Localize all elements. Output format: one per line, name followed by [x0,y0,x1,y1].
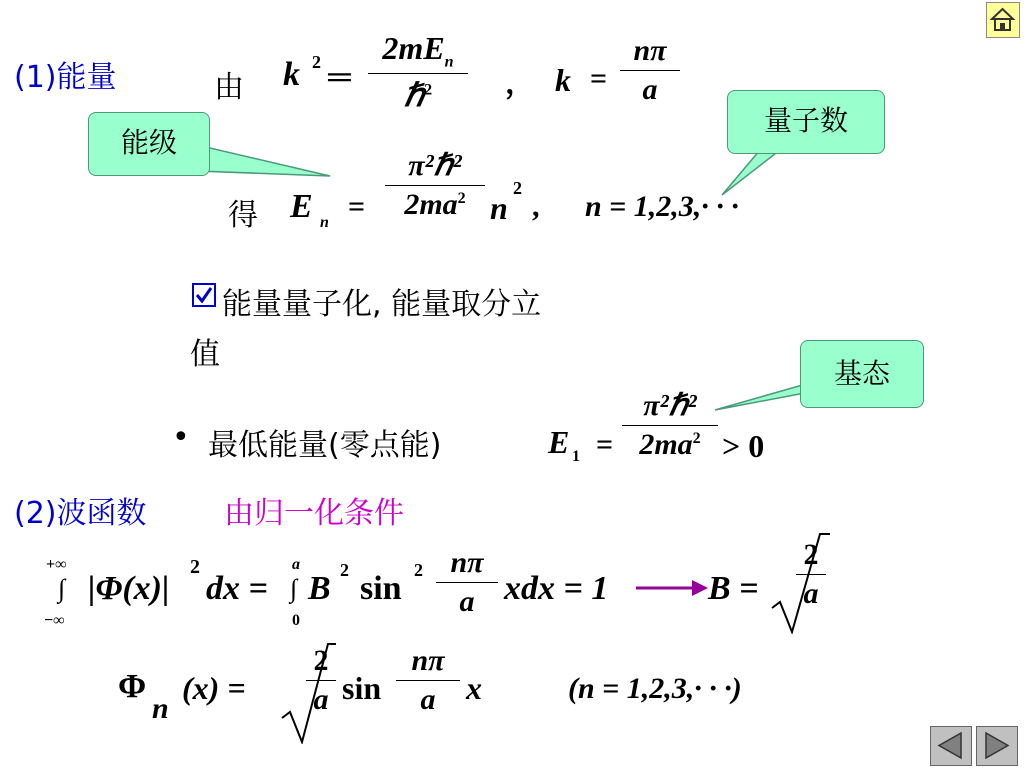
wave-fraction-bar [396,680,460,681]
quantization-statement [222,280,541,330]
modulus-exponent: 2 [190,556,200,578]
wave-fraction-numerator: nπ [411,644,445,677]
de-char: 得 [228,198,258,233]
k-fraction-numerator: nπ [633,34,667,67]
integral-sign-2: ∫ [290,574,298,603]
norm-fraction-bar [436,582,498,583]
callout-quantum-number: 量子数 [727,90,885,154]
denominator-exponent: 2 [424,81,433,99]
phi-subscript: n [152,692,169,725]
greater-than-zero: > 0 [722,428,765,464]
callout-energy-level: 能级 [88,112,210,176]
b-exponent: 2 [340,560,349,580]
wave-sqrt-bar [306,680,336,681]
numerator-subscript: n [444,53,454,71]
n-exponent: 2 [513,178,522,198]
wave-fraction [396,644,460,717]
wave-fraction-denominator: a [420,683,436,716]
k-fraction-denominator: a [642,73,658,106]
ground-bar [622,425,718,426]
n-condition: n = 1,2,3,· · · [585,190,739,223]
dx-equals: dx = [206,570,268,607]
b-sqrt-bar [796,574,826,575]
energy-level-den-exponent: 2 [457,190,466,207]
wave-sin: sin [342,670,382,706]
phi-argument: (x) = [182,670,246,706]
energy-level-bar [385,185,485,186]
checkbox-icon [192,283,216,307]
wave-sqrt-denominator: a [313,683,329,716]
ground-numerator: π²ℏ² [643,389,697,422]
comma: ， [505,67,535,100]
fraction-numerator: 2mE [382,30,445,66]
b-sqrt-numerator: 2 [803,538,819,571]
equals-sign: ═ [328,58,351,94]
e1-subscript: 1 [572,448,580,465]
int2-lower-limit: 0 [292,612,300,629]
next-slide-button[interactable] [976,726,1018,766]
en-subscript: n [320,214,329,231]
sin-function: sin [360,570,402,607]
wave-sqrt-fraction [306,644,336,717]
fraction-denominator: ℏ [403,77,425,114]
energy-level-numerator: π²ℏ² [408,149,462,182]
k-exponent: 2 [312,52,321,72]
k-symbol-2: k [555,62,571,98]
int2-upper-limit: a [292,556,300,573]
equals-sign-4: = [596,428,614,461]
normalization-condition: 由归一化条件 [224,496,404,531]
sin-exponent: 2 [414,560,423,580]
section2-label: (2)波函数 [14,496,147,531]
n-symbol: n [490,190,508,226]
bullet-dot: • [172,420,190,455]
xdx-equals-one: xdx = 1 [504,570,609,607]
triangle-right-icon [977,727,1016,764]
equals-sign-3: = [348,190,366,223]
section1-label: (1)能量 [14,60,117,95]
triangle-left-icon [931,727,970,764]
previous-slide-button[interactable] [930,726,972,766]
b-symbol: B [308,570,331,607]
b-sqrt-fraction [796,538,826,611]
int-upper-limit: +∞ [46,556,67,573]
energy-level-fraction [385,148,485,222]
comma-2: , [532,190,540,223]
int-lower-limit: −∞ [44,612,65,629]
b-result: B = [708,570,759,607]
ground-denominator: 2ma [639,428,693,461]
norm-fraction [436,546,498,619]
en-symbol: E [290,188,313,225]
quantization-line1: 能量量子化, 能量取分立 [222,287,542,322]
e1-symbol: E [548,424,570,460]
norm-fraction-denominator: a [459,585,475,618]
ground-energy-fraction [622,388,718,462]
wave-condition: (n = 1,2,3,· · ·) [568,672,742,705]
implies-arrow-icon [636,576,708,600]
quantization-line2: 值 [190,337,220,372]
phi-symbol: Φ [118,668,147,705]
ground-den-exponent: 2 [692,430,701,447]
b-sqrt-denominator: a [803,577,819,610]
wavefunction-modulus: |Φ(x)| [88,570,170,607]
norm-fraction-numerator: nπ [450,546,484,579]
k-symbol: k [283,56,300,93]
you-char: 由 [214,70,244,105]
callout-ground-state: 基态 [800,340,924,408]
zero-point-label: 最低能量(零点能) [208,428,442,463]
energy-level-denominator: 2ma [404,188,458,221]
equals-sign-2: = [590,62,608,95]
wave-sqrt-numerator: 2 [313,644,329,677]
integral-sign: ∫ [58,574,66,603]
wave-x: x [466,670,482,706]
